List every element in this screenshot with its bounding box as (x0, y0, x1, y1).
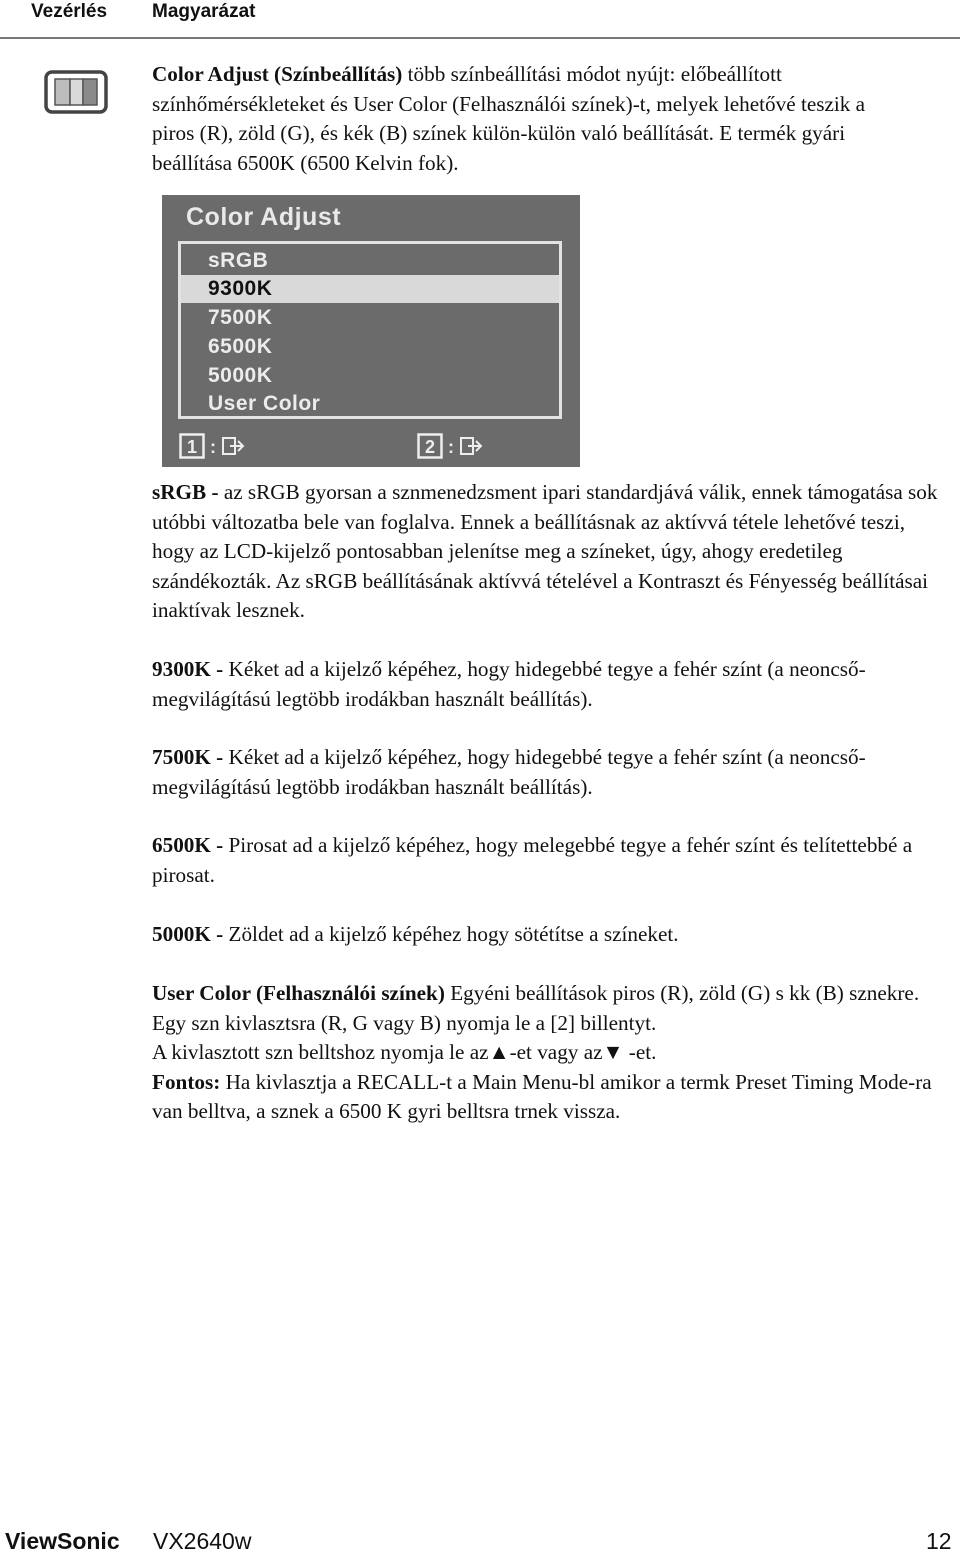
osd-option-list (178, 241, 562, 419)
user-color-section (152, 979, 952, 1127)
osd-option-6500k[interactable]: 6500K (208, 335, 273, 358)
up-arrow-icon: ▲ (488, 1040, 510, 1064)
srgb-paragraph (152, 478, 952, 626)
color-adjust-icon (44, 70, 108, 114)
intro-term: Color Adjust (Színbeállítás) (152, 62, 403, 86)
osd-option-5000k[interactable]: 5000K (208, 364, 273, 387)
footer-model: VX2640w (153, 1528, 252, 1554)
header-explanation-label: Magyarázat (152, 1, 256, 22)
exit-arrow-icon (223, 438, 243, 454)
osd-color-adjust-menu (162, 195, 580, 467)
user-color-paragraph (152, 979, 952, 1009)
osd-option-user-color[interactable]: User Color (208, 392, 321, 415)
table-header (0, 0, 960, 38)
9300k-text: Kéket ad a kijelző képéhez, hogy hidegebbé tegye a fehér színt (a neoncső-megvilágítású legtöbb irodákban használt beállítás). (152, 657, 866, 711)
6500k-paragraph (152, 831, 952, 890)
osd-key1-number: 1 (186, 437, 198, 457)
header-control-label: Vezérlés (31, 1, 108, 22)
exit-arrow-icon (461, 438, 481, 454)
7500k-paragraph (152, 743, 952, 802)
important-label: Fontos: (152, 1069, 221, 1094)
user-color-adjust-instruction (152, 1038, 952, 1068)
osd-key2-colon: : (448, 437, 454, 457)
osd-option-9300k[interactable]: 9300K (181, 275, 559, 303)
osd-option-7500k[interactable]: 7500K (208, 306, 273, 329)
6500k-term: 6500K - (152, 833, 224, 857)
5000k-term: 5000K - (152, 922, 224, 946)
5000k-text: Zöldet ad a kijelző képéhez hogy sötétítse a színeket. (223, 922, 679, 946)
important-note (152, 1068, 952, 1127)
osd-title: Color Adjust (186, 203, 342, 231)
down-arrow-icon: ▼ (602, 1040, 624, 1064)
osd-key2-number: 2 (424, 437, 436, 457)
osd-option-srgb[interactable]: sRGB (208, 249, 269, 272)
osd-key2-hint (417, 433, 483, 459)
7500k-term: 7500K - (152, 745, 224, 769)
intro-text: több színbeállítási módot nyújt: előbeállított színhőmérsékleteket és User Color (Felhasználói színek)-t, melyek lehetővé teszik a piros (R), zöld (G), és kék (B) színek külön-külön való beállítását. E termék gyári beállítása 6500K (6500 Kelvin fok). (152, 62, 866, 175)
adjust-text-b: -et vagy az (509, 1040, 603, 1064)
9300k-paragraph (152, 655, 952, 714)
adjust-text-c: -et. (623, 1040, 657, 1064)
5000k-paragraph (152, 920, 952, 950)
7500k-text: Kéket ad a kijelző képéhez, hogy hidegebbé tegye a fehér színt (a neoncső-megvilágítású legtöbb irodákban használt beállítás). (152, 745, 866, 799)
page-footer (0, 1528, 960, 1553)
6500k-text: Pirosat ad a kijelző képéhez, hogy melegebbé tegye a fehér színt és telítettebbé a pirosat. (152, 833, 913, 887)
osd-key1-hint (179, 433, 245, 459)
important-text: Ha kivlasztja a RECALL-t a Main Menu-bl amikor a termk Preset Timing Mode-ra van belltva, a sznek a 6500 K gyri belltsra trnek vissza. (152, 1069, 932, 1123)
page-number: 12 (926, 1528, 952, 1554)
osd-key1-colon: : (210, 437, 216, 457)
intro-paragraph (152, 60, 912, 178)
adjust-text-a: A kivlasztott szn belltshoz nyomja le az (152, 1040, 489, 1064)
user-color-text: Egyéni beállítások piros (R), zöld (G) s kk (B) sznekre. (444, 981, 920, 1005)
header-divider (0, 37, 960, 39)
srgb-text: az sRGB gyorsan a sznmenedzsment ipari standardjává válik, ennek támogatása sok utóbbi változatba bele van foglalva. Ennek a beállításnak az aktívvá tétele lehetővé teszi, hogy az LCD-kijelző pontosabban jelenítse meg a színeket, úgy, ahogy eredetileg szándékozták. Az sRGB beállításának aktívvá tételével a Kontraszt és Fényesség beállításai inaktívak lesznek. (152, 480, 938, 622)
9300k-term: 9300K - (152, 657, 224, 681)
user-color-term: User Color (Felhasználói színek) (152, 981, 445, 1005)
srgb-term: sRGB - (152, 480, 219, 504)
user-color-select-instruction: Egy szn kivlasztsra (R, G vagy B) nyomja le a [2] billentyt. (152, 1010, 657, 1035)
footer-brand: ViewSonic (5, 1528, 120, 1554)
